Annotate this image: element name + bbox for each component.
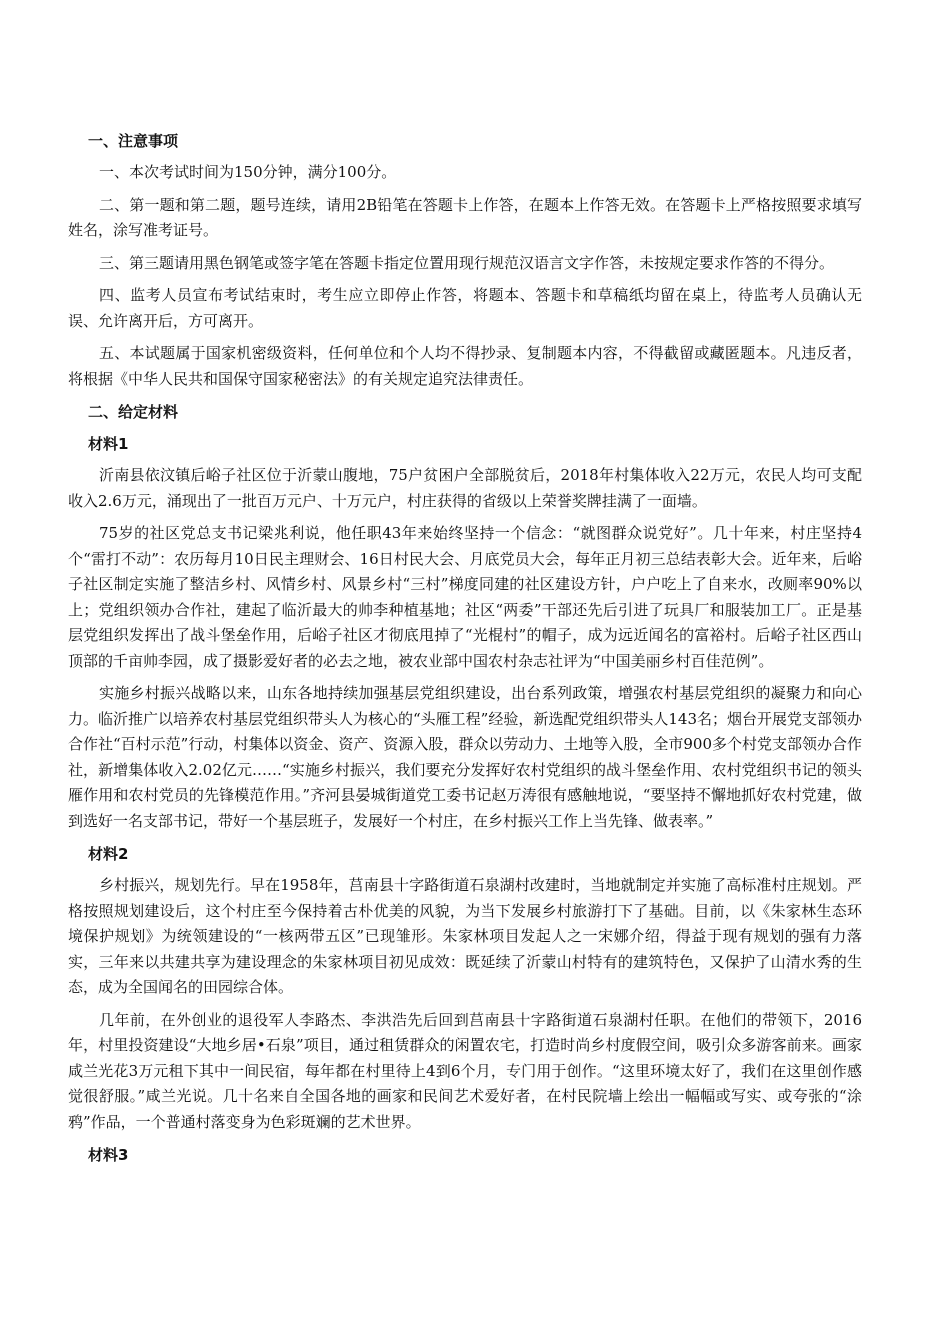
material-1-paragraph-1: 沂南县依汶镇后峪子社区位于沂蒙山腹地，75户贫困户全部脱贫后，2018年村集体收入22万元，农民人均可支配收入2.6万元，涌现出了一批百万元户、十万元户，村庄获得的省级以上荣誉奖牌挂满了一面墙。 — [68, 466, 862, 510]
material-1-paragraph-3: 实施乡村振兴战略以来，山东各地持续加强基层党组织建设，出台系列政策，增强农村基层党组织的凝聚力和向心力。临沂推广以培养农村基层党组织带头人为核心的“头雁工程”经验，新选配党组织带头人143名；烟台开展党支部领办合作社“百村示范”行动，村集体以资金、资产、资源入股，群众以劳动力、土地等入股，全市900多个村党支部领办合作社，新增集体收入2.02亿元……“实施乡村振兴，我们要充分发挥好农村党组织的战斗堡垒作用、农村党组织书记的领头雁作用和农村党员的先锋模范作用。”齐河县晏城街道党工委书记赵万涛很有感触地说，“要坚持不懈地抓好农村党建，做到选好一名支部书记，带好一个基层班子，发展好一个村庄，在乡村振兴工作上当先锋、做表率。” — [68, 684, 862, 830]
materials-heading: 二、给定材料 — [88, 403, 179, 421]
notice-item-5: 五、本试题属于国家机密级资料，任何单位和个人均不得抄录、复制题本内容，不得截留或藏匿题本。凡违反者，将根据《中华人民共和国保守国家秘密法》的有关规定追究法律责任。 — [68, 344, 862, 388]
material-1-title: 材料1 — [88, 435, 129, 453]
material-2-title: 材料2 — [88, 845, 129, 863]
notice-item-4: 四、监考人员宣布考试结束时，考生应立即停止作答，将题本、答题卡和草稿纸均留在桌上，待监考人员确认无误、允许离开后，方可离开。 — [68, 286, 862, 330]
notice-heading: 一、注意事项 — [88, 132, 179, 150]
notice-item-2: 二、第一题和第二题，题号连续，请用2B铅笔在答题卡上作答，在题本上作答无效。在答题卡上严格按照要求填写姓名，涂写准考证号。 — [68, 195, 862, 239]
material-3-title: 材料3 — [88, 1146, 129, 1164]
notice-item-3: 三、第三题请用黑色钢笔或签字笔在答题卡指定位置用现行规范汉语言文字作答，未按规定要求作答的不得分。 — [99, 253, 835, 272]
material-1-paragraph-2: 75岁的社区党总支书记梁兆利说，他任职43年来始终坚持一个信念：“就图群众说党好”。几十年来，村庄坚持4个“雷打不动”：农历每月10日民主理财会、16日村民大会、月底党员大会，每年正月初三总结表彰大会。近年来，后峪子社区制定实施了整洁乡村、风情乡村、风景乡村“三村”梯度同建的社区建设方针，户户吃上了自来水，改厕率90%以上；党组织领办合作社，建起了临沂最大的帅李种植基地；社区“两委”干部还先后引进了玩具厂和服装加工厂。正是基层党组织发挥出了战斗堡垒作用，后峪子社区才彻底甩掉了“光棍村”的帽子，成为远近闻名的富裕村。后峪子社区西山顶部的千亩帅李园，成了摄影爱好者的必去之地，被农业部中国农村杂志社评为“中国美丽乡村百佳范例”。 — [68, 524, 862, 670]
material-2-paragraph-2: 几年前，在外创业的退役军人李路杰、李洪浩先后回到莒南县十字路街道石泉湖村任职。在他们的带领下，2016年，村里投资建设“大地乡居•石泉”项目，通过租赁群众的闲置农宅，打造时尚乡村度假空间，吸引众多游客前来。画家咸兰光花3万元租下其中一间民宿，每年都在村里待上4到6个月，专门用于创作。“这里环境太好了，我们在这里创作感觉很舒服。”咸兰光说。几十名来自全国各地的画家和民间艺术爱好者，在村民院墙上绘出一幅幅或写实、或夸张的“涂鸦”作品，一个普通村落变身为色彩斑斓的艺术世界。 — [68, 1010, 862, 1131]
notice-item-1: 一、本次考试时间为150分钟，满分100分。 — [99, 163, 397, 181]
material-2-paragraph-1: 乡村振兴，规划先行。早在1958年，莒南县十字路街道石泉湖村改建时，当地就制定并实施了高标准村庄规划。严格按照规划建设后，这个村庄至今保持着古朴优美的风貌，为当下发展乡村旅游打下了基础。目前，以《朱家林生态环境保护规划》为统领建设的“一核两带五区”已现雏形。朱家林项目发起人之一宋娜介绍，得益于现有规划的强有力落实，三年来以共建共享为建设理念的朱家林项目初见成效：既延续了沂蒙山村特有的建筑特色，又保护了山清水秀的生态，成为全国闻名的田园综合体。 — [68, 876, 862, 996]
